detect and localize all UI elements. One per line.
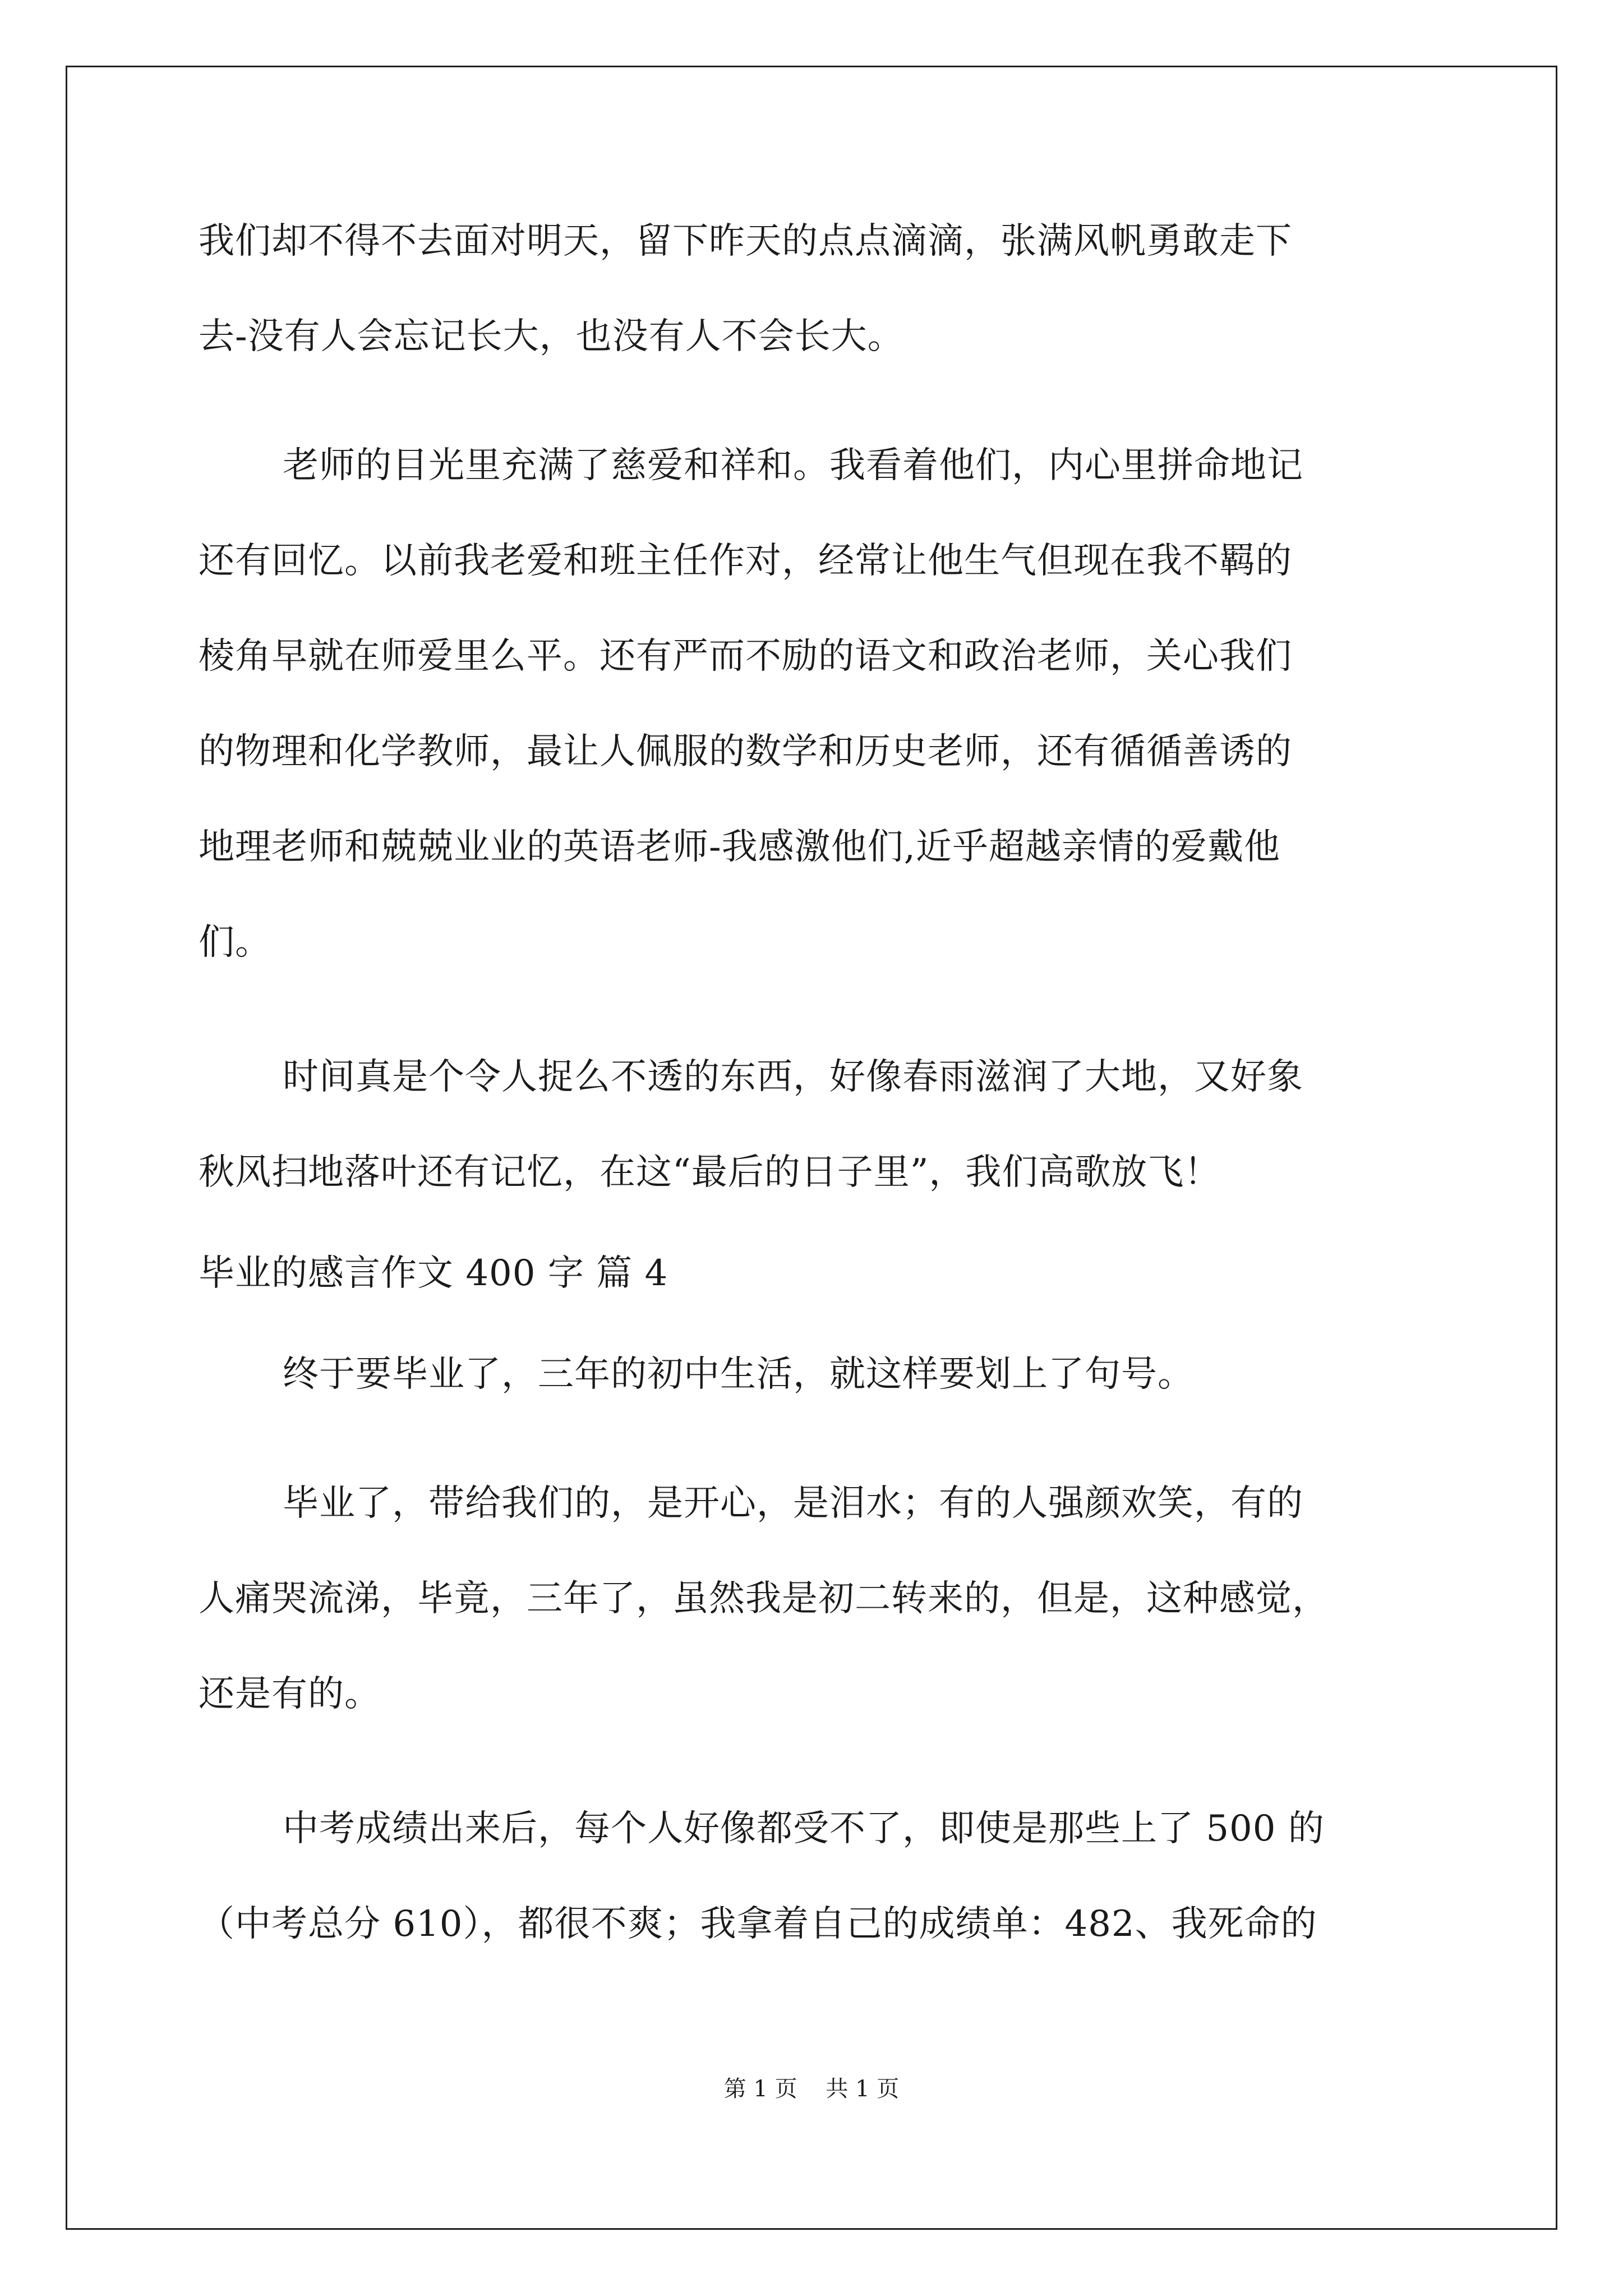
page-number-footer: 第 1 页 共 1 页 <box>723 2076 900 2102</box>
paragraph-line: 还是有的。 <box>199 1673 381 1715</box>
paragraph-line: 们。 <box>199 922 271 963</box>
paragraph-line: 终于要毕业了，三年的初中生活，就这样要划上了句号。 <box>283 1354 1194 1395</box>
paragraph-line: 毕业了，带给我们的，是开心，是泪水；有的人强颜欢笑，有的 <box>283 1483 1303 1524</box>
paragraph-line: 的物理和化学教师，最让人佩服的数学和历史老师，还有循循善诱的 <box>199 731 1292 772</box>
section-heading: 毕业的感言作文 400 字 篇 4 <box>199 1253 668 1294</box>
paragraph-line: 还有回忆。以前我老爱和班主任作对，经常让他生气但现在我不羁的 <box>199 540 1292 582</box>
paragraph-line: 地理老师和兢兢业业的英语老师-我感激他们,近乎超越亲情的爱戴他 <box>199 826 1280 868</box>
paragraph-line: （中考总分 610），都很不爽；我拿着自己的成绩单：482、我死命的 <box>199 1903 1317 1945</box>
paragraph-line: 棱角早就在师爱里么平。还有严而不励的语文和政治老师，关心我们 <box>199 636 1292 677</box>
paragraph-line: 我们却不得不去面对明天，留下昨天的点点滴滴，张满风帆勇敢走下 <box>199 220 1292 262</box>
paragraph-line: 人痛哭流涕，毕竟，三年了，虽然我是初二转来的，但是，这种感觉， <box>199 1578 1329 1619</box>
paragraph-line: 秋风扫地落叶还有记忆，在这“最后的日子里”，我们高歌放飞！ <box>199 1152 1221 1193</box>
paragraph-line: 老师的目光里充满了慈爱和祥和。我看着他们，内心里拼命地记 <box>283 445 1303 486</box>
paragraph-line: 去-没有人会忘记长大，也没有人不会长大。 <box>199 316 904 357</box>
paragraph-line: 时间真是个令人捉么不透的东西，好像春雨滋润了大地，又好象 <box>283 1056 1303 1098</box>
paragraph-line: 中考成绩出来后，每个人好像都受不了，即使是那些上了 500 的 <box>283 1808 1325 1849</box>
